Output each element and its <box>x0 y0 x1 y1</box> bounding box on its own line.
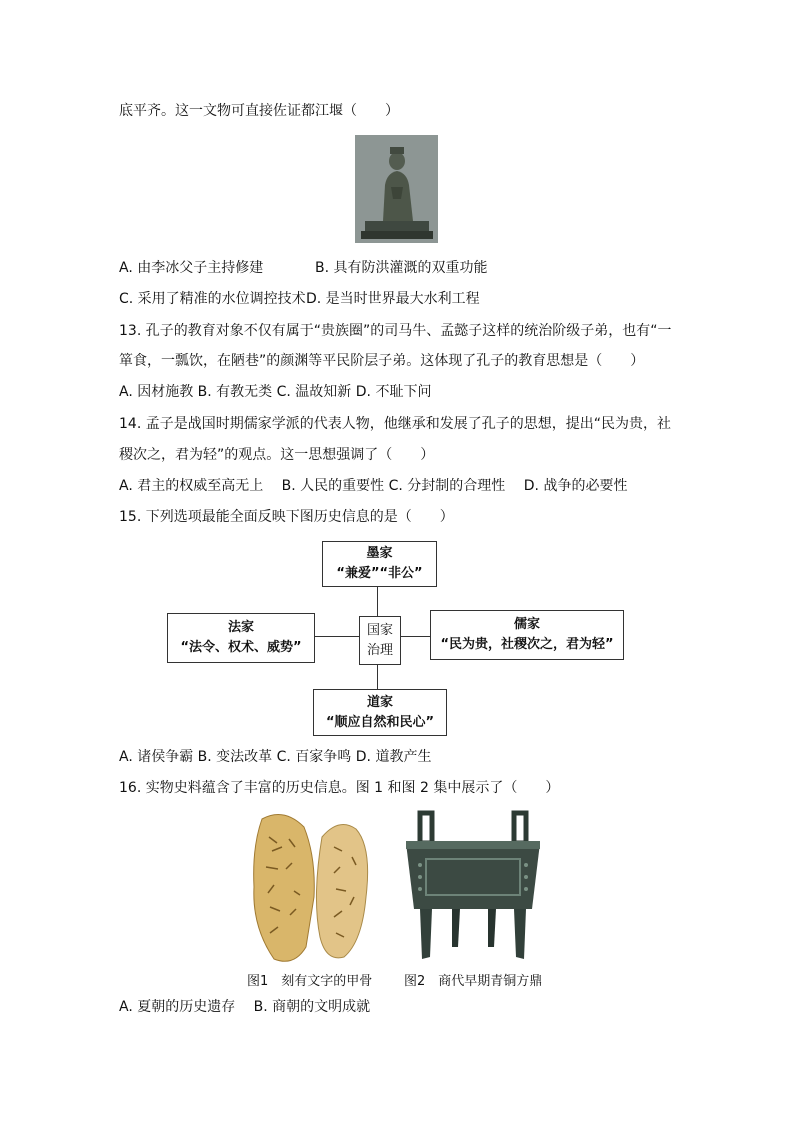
figure1-caption: 图1 刻有文字的甲骨 <box>247 974 373 989</box>
diagram-center-box <box>359 616 401 665</box>
q13-line2: 箪食，一瓢饮，在陋巷”的颜渊等平民阶层子弟。这体现了孔子的教育思想是（ ） <box>119 353 645 369</box>
q12-option-c: C. 采用了精准的水位调控技术 <box>119 291 306 307</box>
q12-option-a: A. 由李冰父子主持修建 <box>119 260 264 276</box>
mohist-idea: “兼爱”“非公” <box>336 566 423 581</box>
kneeling-statue-figure <box>355 135 438 243</box>
bronze-ding-image <box>398 807 548 970</box>
legalist-idea: “法令、权术、威势” <box>180 640 302 655</box>
q13-line1: 13. 孔子的教育对象不仅有属于“贵族圈”的司马牛、孟懿子这样的统治阶级子弟，也有“一 <box>119 323 672 339</box>
q14-options: A. 君主的权威至高无上 B. 人民的重要性 C. 分封制的合理性 D. 战争的必要性 <box>119 478 628 494</box>
center-line2: 治理 <box>366 643 393 658</box>
diagram-mohist-box <box>322 541 437 587</box>
q16-stem: 16. 实物史料蕴含了丰富的历史信息。图 1 和图 2 集中展示了（ ） <box>119 780 560 796</box>
daoist-idea: “顺应自然和民心” <box>325 715 435 730</box>
diagram-legalist-box <box>167 613 315 663</box>
q15-options: A. 诸侯争霸 B. 变法改革 C. 百家争鸣 D. 道教产生 <box>119 749 432 765</box>
statue-image <box>355 135 438 243</box>
connector-bottom <box>377 664 378 690</box>
q16-options: A. 夏朝的历史遗存 B. 商朝的文明成就 <box>119 999 371 1015</box>
q12-option-d: D. 是当时世界最大水利工程 <box>306 291 480 307</box>
oracle-bone-image <box>244 807 384 970</box>
q14-line1: 14. 孟子是战国时期儒家学派的代表人物，他继承和发展了孔子的思想，提出“民为贵，社 <box>119 416 671 432</box>
connector-right <box>400 636 431 637</box>
oracle-bones-figure <box>244 807 384 970</box>
q15-stem: 15. 下列选项最能全面反映下图历史信息的是（ ） <box>119 509 454 525</box>
connector-left <box>314 636 360 637</box>
bronze-ding-figure <box>398 807 548 970</box>
diagram-daoist-box <box>313 689 447 736</box>
connector-top <box>377 586 378 616</box>
daoist-title: 道家 <box>366 695 393 710</box>
q12-option-b: B. 具有防洪灌溉的双重功能 <box>315 260 488 276</box>
mohist-title: 墨家 <box>366 546 393 561</box>
q13-options: A. 因材施教 B. 有教无类 C. 温故知新 D. 不耻下问 <box>119 384 432 400</box>
confucian-idea: “民为贵，社稷次之，君为轻” <box>440 637 614 652</box>
legalist-title: 法家 <box>227 620 254 635</box>
confucian-title: 儒家 <box>513 617 540 632</box>
q14-line2: 稷次之，君为轻”的观点。这一思想强调了（ ） <box>119 447 435 463</box>
figure2-caption: 图2 商代早期青铜方鼎 <box>404 974 543 989</box>
diagram-confucian-box <box>430 610 624 660</box>
q12-stem-tail: 底平齐。这一文物可直接佐证都江堰（ ） <box>119 103 399 119</box>
center-line1: 国家 <box>366 623 393 638</box>
